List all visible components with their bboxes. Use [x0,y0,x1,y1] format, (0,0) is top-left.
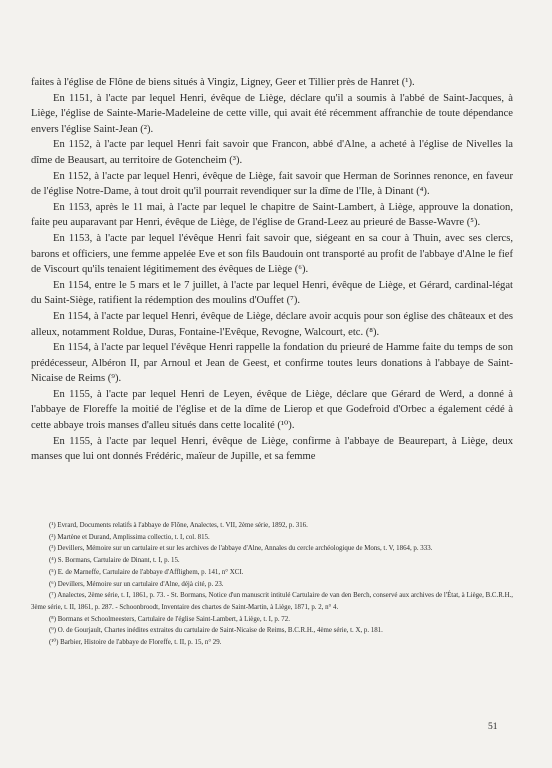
footnote: (⁸) Bormans et Schoolmeesters, Cartulaire de l'église Saint-Lambert, à Liège, t. I, p. 72. [49,615,290,623]
paragraph: En 1153, après le 11 mai, à l'acte par lequel le chapitre de Saint-Lambert, à Liège, approuve la donation, faite peu auparavant par Henri, évêque de Liège, de l'église de Grand-Leez au prieuré de Basse-Wavre (⁵). [31,201,513,229]
footnote: (⁵) E. de Marneffe, Cartulaire de l'abbaye d'Afflighem, p. 141, n° XCI. [49,568,244,576]
page-number: 51 [488,722,498,732]
paragraph: En 1155, à l'acte par lequel Henri, évêque de Liège, confirme à l'abbaye de Beaurepart, à Liège, deux manses que lui ont donnés Frédéric, maïeur de Jupille, et sa femme [31,435,513,463]
paragraph: En 1152, à l'acte par lequel Henri, évêque de Liège, fait savoir que Herman de Sorinnes renonce, en faveur de l'église Notre-Dame, à tout droit qu'il pourrait revendiquer sur la dîme de l'Ile, à Dinant (⁴). [31,170,513,198]
footnote: (⁹) O. de Gourjault, Chartes inédites extraites du cartulaire de Saint-Nicaise de Reims, B.C.R.H., 4ème série, t. X, p. 181. [49,627,383,635]
footnote: (⁷) Analectes, 2ème série, t. I, 1861, p. 73. - St. Bormans, Notice d'un manuscrit intitulé Cartulaire de van den Berch, conservé aux archives de l'État, à Liège, B.C.R.H., 3ème série, t. II, 1861, p. 287. - Schoonbroodt, Inventaire des chartes de Saint-Martin, à Liège, 1871, p. 2, n° 4. [31,592,513,611]
footnote: (¹) Evrard, Documents relatifs à l'abbaye de Flône, Analectes, t. VII, 2ème série, 1892, p. 316. [49,522,308,529]
footnote: (¹⁰) Barbier, Histoire de l'abbaye de Floreffe, t. II, p. 15, n° 29. [49,639,222,647]
footnote: (⁴) S. Bormans, Cartulaire de Dinant, t. I, p. 15. [49,557,180,565]
paragraph: En 1154, entre le 5 mars et le 7 juillet, à l'acte par lequel Henri, évêque de Liège, et Gérard, cardinal-légat du Saint-Siège, ratifient la rédemption des moulins d'Ouffet (⁷). [31,279,513,307]
body-text [31,75,513,465]
paragraph: En 1152, à l'acte par lequel Henri fait savoir que Francon, abbé d'Alne, a acheté à l'église de Nivelles la dîme de Beausart, au territoire de Gotencheim (³). [31,139,513,166]
footnote: (³) Devillers, Mémoire sur un cartulaire et sur les archives de l'abbaye d'Alne, Annales du cercle archéologique de Mons, t. V, 1864, p. 333. [49,545,433,553]
footnote: (⁶) Devillers, Mémoire sur un cartulaire d'Alne, déjà cité, p. 23. [49,580,224,588]
paragraph: En 1155, à l'acte par lequel Henri de Leyen, évêque de Liège, déclare que Gérard de Werd, a donné à l'abbaye de Floreffe la moitié de l'église et de la dîme de Lierop et que Godefroid d'Orbec a également cédé à cette abbaye trois manses d'alleu situés dans cette localité (¹⁰). [31,388,513,432]
paragraph: En 1154, à l'acte par lequel Henri, évêque de Liège, déclare avoir acquis pour son église des châteaux et des alleux, notamment Roldue, Duras, Fontaine-l'Evêque, Revogne, Walcourt, etc. (⁸). [31,310,513,338]
paragraph: En 1153, à l'acte par lequel l'évêque Henri fait savoir que, siégeant en sa cour à Thuin, avec ses clercs, barons et officiers, une femme appelée Eve et son fils Baudouin ont transporté au profit de l'abbaye d'Alne le fief de Viscourt qu'ils tenaient légitimement des évêques de Liège (⁶). [31,232,513,276]
paragraph: En 1151, à l'acte par lequel Henri, évêque de Liège, déclare qu'il a soumis à l'abbé de Saint-Jacques, à Liège, l'église de Sainte-Marie-Madeleine de cette ville, qui avait été récemment affranchie de toute dépendance envers l'église Saint-Jean (²). [31,92,513,135]
footnotes [31,520,513,649]
paragraph: faites à l'église de Flône de biens situés à Vingiz, Ligney, Geer et Tillier près de Hanret (¹). [31,77,415,88]
footnote: (²) Martène et Durand, Amplissima collectio, t. I, col. 815. [49,533,210,541]
paragraph: En 1154, à l'acte par lequel l'évêque Henri rappelle la fondation du prieuré de Hamme faite du temps de son prédécesseur, Albéron II, par Arnoul et Jean de Geest, et confirme toutes leurs donations à l'abbaye de Saint-Nicaise de Reims (⁹). [31,342,513,385]
